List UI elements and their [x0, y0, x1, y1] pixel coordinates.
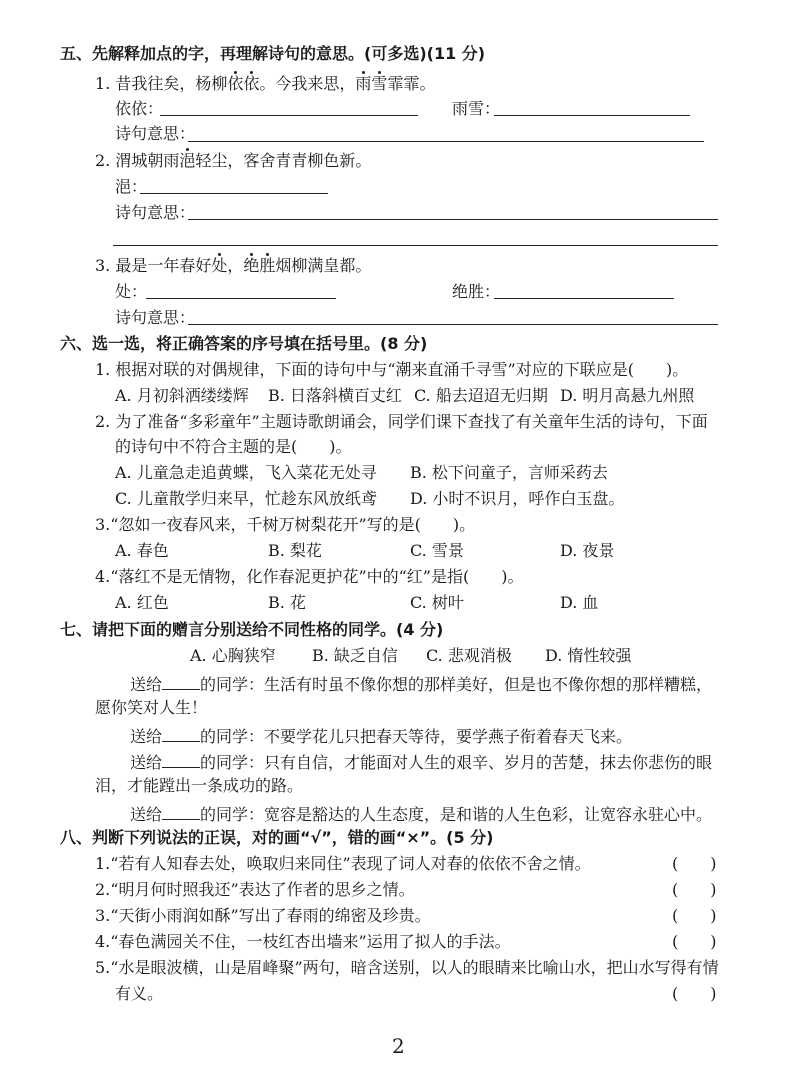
section-6-title: 六、选一选，将正确答案的序号填在括号里。(8 分)	[60, 334, 428, 353]
answer-paren-1[interactable]: ( )	[672, 854, 717, 873]
give-label: 送给	[130, 675, 163, 694]
dotted-char: 雨	[355, 74, 372, 93]
s7-para-2	[130, 726, 632, 745]
give-label: 送给	[130, 753, 163, 772]
s8-item-1: 1.“若有人知春去处，唤取归来同住”表现了词人对春的依依不舍之情。	[95, 854, 591, 873]
section-7-title: 七、请把下面的赠言分别送给不同性格的同学。(4 分)	[60, 620, 444, 639]
answer-line-yuxue[interactable]	[494, 115, 690, 116]
s6-q2-option-c: C. 儿童散学归来早，忙趁东风放纸鸢	[115, 489, 377, 508]
s6-q3-option-d: D. 夜景	[560, 541, 615, 560]
s5-q3-pre: 3. 最是一年春好	[95, 256, 212, 275]
s7-para-1	[130, 674, 712, 693]
s7-option-c: C. 悲观消极	[426, 646, 512, 665]
s6-q2-option-a: A. 儿童急走追黄蝶，飞入菜花无处寻	[115, 463, 377, 482]
s5-q2-post: 轻尘，客舍青青柳色新。	[195, 151, 372, 170]
s7-para-3	[130, 752, 712, 771]
s8-item-5-cont: 有义。	[115, 984, 164, 1003]
answer-paren-3[interactable]: ( )	[672, 906, 717, 925]
s7-option-d: D. 惰性较强	[545, 646, 632, 665]
s7-option-a: A. 心胸狭窄	[190, 646, 276, 665]
s7-option-b: B. 缺乏自信	[312, 646, 398, 665]
s6-q1-option-d: D. 明月高悬九州照	[560, 386, 695, 405]
s6-q3-option-c: C. 雪景	[410, 541, 464, 560]
s6-q3-option-b: B. 梨花	[268, 541, 322, 560]
s7-para-1-cont: 愿你笑对人生！	[95, 698, 208, 717]
s7-blank-2[interactable]	[162, 726, 200, 742]
s6-q1-option-a: A. 月初斜洒缕缕辉	[115, 386, 249, 405]
answer-line-yi[interactable]	[140, 193, 328, 194]
dotted-char: 依	[243, 74, 260, 93]
s6-q2-stem-1: 2. 为了准备“多彩童年”主题诗歌朗诵会，同学们课下查找了有关童年生活的诗句，下面	[95, 412, 708, 431]
s6-q1-stem: 1. 根据对联的对偶规律，下面的诗句中与“潮来直涌千寻雪”对应的下联应是( )。	[95, 360, 689, 379]
s6-q4-option-a: A. 红色	[115, 593, 169, 612]
section-5-title: 五、先解释加点的字，再理解诗句的意思。(可多选)(11 分)	[60, 44, 486, 63]
s5-q1-label-yiyi: 依依：	[115, 99, 164, 118]
give-label: 送给	[130, 727, 163, 746]
s8-item-5: 5.“水是眼波横，山是眉峰聚”两句，暗含送别，以人的眼睛来比喻山水，把山水写得有情	[95, 958, 719, 977]
answer-line-chu[interactable]	[146, 298, 336, 299]
answer-paren-2[interactable]: ( )	[672, 880, 717, 899]
answer-paren-4[interactable]: ( )	[672, 932, 717, 951]
s5-q1-post: 霏霏。	[387, 74, 436, 93]
s8-item-2: 2.“明月何时照我还”表达了作者的思乡之情。	[95, 880, 415, 899]
s7-blank-1[interactable]	[162, 674, 200, 690]
s5-q3-mid: ，	[227, 256, 244, 275]
section-8-title: 八、判断下列说法的正误，对的画“√”，错的画“×”。(5 分)	[60, 828, 494, 847]
give-label: 送给	[130, 805, 163, 824]
answer-paren-5[interactable]: ( )	[672, 984, 717, 1003]
s5-q1-poem	[95, 76, 435, 92]
page-number: 2	[392, 1034, 405, 1058]
s5-q2-label-meaning: 诗句意思：	[115, 203, 196, 222]
s7-para-3-text: 的同学：只有自信，才能面对人生的艰辛、岁月的苦楚，抹去你悲伤的眼	[200, 753, 713, 772]
answer-line-juesheng[interactable]	[494, 298, 674, 299]
s5-q2-label-yi: 浥：	[115, 177, 148, 196]
s6-q1-option-b: B. 日落斜横百丈红	[268, 386, 402, 405]
dotted-char: 绝	[243, 256, 260, 275]
s6-q2-option-b: B. 松下问童子，言师采药去	[410, 463, 608, 482]
dotted-char: 处	[211, 256, 228, 275]
s6-q4-stem: 4.“落红不是无情物，化作春泥更护花”中的“红”是指( )。	[95, 567, 524, 586]
s7-para-3-cont: 泪，才能蹚出一条成功的路。	[95, 776, 304, 795]
s7-para-4	[130, 804, 712, 823]
s5-q3-label-meaning: 诗句意思：	[115, 308, 196, 327]
s5-q1-pre: 1. 昔我往矣，杨柳	[95, 74, 228, 93]
s7-para-4-text: 的同学：宽容是豁达的人生态度，是和谐的人生色彩，让宽容永驻心中。	[200, 805, 713, 824]
dotted-char: 雪	[371, 74, 388, 93]
s6-q3-stem: 3.“忽如一夜春风来，千树万树梨花开”写的是( )。	[95, 515, 476, 534]
s5-q2-pre: 2. 渭城朝雨	[95, 151, 180, 170]
s6-q1-option-c: C. 船去迢迢无归期	[414, 386, 548, 405]
s6-q2-option-d: D. 小时不识月，呼作白玉盘。	[410, 489, 625, 508]
s5-q3-label-juesheng: 绝胜：	[452, 282, 501, 301]
s5-q3-poem	[95, 258, 371, 274]
s7-blank-4[interactable]	[162, 804, 200, 820]
dotted-char: 胜	[259, 256, 276, 275]
s7-para-1-text: 的同学：生活有时虽不像你想的那样美好，但是也不像你想的那样糟糕，	[200, 675, 713, 694]
s6-q4-option-b: B. 花	[268, 593, 306, 612]
s7-blank-3[interactable]	[162, 752, 200, 768]
s6-q4-option-c: C. 树叶	[410, 593, 464, 612]
s5-q1-label-yuxue: 雨雪：	[452, 99, 501, 118]
s6-q4-option-d: D. 血	[560, 593, 599, 612]
dotted-char: 浥	[179, 151, 196, 170]
answer-line-q1-meaning[interactable]	[188, 141, 704, 142]
s5-q2-poem	[95, 153, 371, 169]
s5-q3-label-chu: 处：	[115, 282, 148, 301]
s6-q2-stem-2: 的诗句中不符合主题的是( )。	[115, 437, 352, 456]
s8-item-3: 3.“天街小雨润如酥”写出了春雨的绵密及珍贵。	[95, 906, 431, 925]
dotted-char: 依	[227, 74, 244, 93]
s5-q1-mid: 。今我来思，	[259, 74, 356, 93]
s7-para-2-text: 的同学：不要学花儿只把春天等待，要学燕子衔着春天飞来。	[200, 727, 633, 746]
s5-q3-post: 烟柳满皇都。	[275, 256, 372, 275]
answer-line-q3-meaning[interactable]	[188, 324, 718, 325]
answer-line-q2-meaning-2[interactable]	[113, 245, 718, 246]
s5-q1-label-meaning: 诗句意思：	[115, 124, 196, 143]
s6-q3-option-a: A. 春色	[115, 541, 169, 560]
answer-line-q2-meaning[interactable]	[188, 219, 718, 220]
answer-line-yiyi[interactable]	[160, 115, 418, 116]
s8-item-4: 4.“春色满园关不住，一枝红杏出墙来”运用了拟人的手法。	[95, 932, 511, 951]
